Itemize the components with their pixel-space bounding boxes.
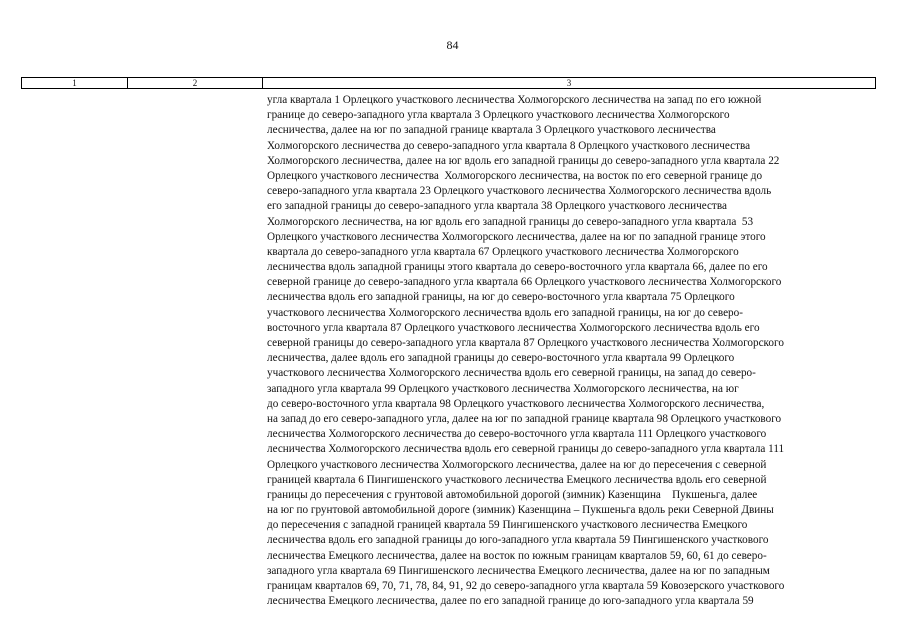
text-line: лесничества Емецкого лесничества, далее по его западной границе до юго-западного угла квартала 59 bbox=[267, 595, 754, 608]
text-line: Орлецкого участкового лесничества Холмогорского лесничества, далее на юг до пересечения с северной bbox=[267, 458, 767, 471]
column-number-2: 2 bbox=[128, 78, 263, 88]
text-line: на юг по грунтовой автомобильной дороге (зимник) Казенщина – Пукшеньга вдоль реки Северной Двины bbox=[267, 504, 774, 517]
text-line: восточного угла квартала 87 Орлецкого участкового лесничества Холмогорского лесничества вдоль его bbox=[267, 321, 760, 334]
text-line: западного угла квартала 99 Орлецкого участкового лесничества Холмогорского лесничества, на юг bbox=[267, 382, 739, 395]
text-line: до северо-восточного угла квартала 98 Орлецкого участкового лесничества Холмогорского лесничества, bbox=[267, 397, 765, 410]
text-line: до пересечения с западной границей квартала 59 Пингишенского участкового лесничества Емецкого bbox=[267, 519, 748, 532]
text-line: Холмогорского лесничества до северо-западного угла квартала 8 Орлецкого участкового лесничества bbox=[267, 139, 751, 152]
text-line: Орлецкого участкового лесничества Холмогорского лесничества, далее на юг по западной границе этого bbox=[267, 230, 766, 243]
text-line: его западной границы до северо-западного угла квартала 38 Орлецкого участкового лесничества bbox=[267, 200, 727, 213]
text-line: лесничества Холмогорского лесничества вдоль его северной границы до северо-западного угла квартала 111 bbox=[267, 443, 785, 456]
text-line: Орлецкого участкового лесничества Холмогорского лесничества, на восток по его северной границе до bbox=[267, 169, 763, 182]
text-line: северо-западного угла квартала 23 Орлецкого участкового лесничества Холмогорского лесничества вдоль bbox=[267, 185, 772, 198]
text-line: лесничества вдоль западной границы этого квартала до северо-восточного угла квартала 66, далее по его bbox=[267, 261, 768, 274]
text-line: Холмогорского лесничества, на юг вдоль его западной границы до северо-западного угла квартала 53 bbox=[267, 215, 754, 228]
text-line: границам кварталов 69, 70, 71, 78, 84, 91, 92 до северо-западного угла квартала 59 Ковозерского участкового bbox=[267, 580, 785, 592]
text-line: угла квартала 1 Орлецкого участкового лесничества Холмогорского лесничества на запад по его южной bbox=[267, 94, 762, 106]
text-line: Холмогорского лесничества, далее на юг вдоль его западной границы до северо-западного угла квартала 22 bbox=[267, 154, 780, 167]
text-line: границы до пересечения с грунтовой автомобильной дорогой (зимник) Казенщина Пукшеньга, далее bbox=[267, 488, 758, 501]
text-line: северной границы до северо-западного угла квартала 87 Орлецкого участкового лесничества Холмогорского bbox=[267, 337, 784, 349]
text-line: лесничества вдоль его западной границы, на юг до северо-восточного угла квартала 75 Орлецкого bbox=[267, 291, 735, 304]
text-line: лесничества, далее вдоль его западной границы до северо-восточного угла квартала 99 Орлецкого bbox=[267, 352, 735, 365]
text-line: западного угла квартала 69 Пингишенского лесничества Емецкого лесничества, далее на юг по западным bbox=[267, 564, 770, 577]
text-line: квартала до северо-западного угла квартала 67 Орлецкого участкового лесничества Холмогорского bbox=[267, 245, 739, 258]
boundary-description-text bbox=[267, 93, 867, 609]
page-number: 84 bbox=[446, 38, 459, 52]
text-line: участкового лесничества Холмогорского лесничества вдоль его северной границы, на запад до северо- bbox=[267, 367, 756, 380]
text-line: лесничества Холмогорского лесничества до северо-восточного угла квартала 111 Орлецкого участкового bbox=[267, 428, 767, 441]
table-column-header bbox=[21, 77, 876, 89]
column-number-1: 1 bbox=[22, 78, 128, 88]
text-line: участкового лесничества Холмогорского лесничества вдоль его западной границы, на юг до северо- bbox=[267, 306, 743, 319]
column-number-3: 3 bbox=[566, 78, 572, 88]
text-line: лесничества, далее на юг по западной границе квартала 3 Орлецкого участкового лесничества bbox=[267, 124, 716, 137]
text-line: лесничества вдоль его западной границы до юго-западного угла квартала 59 Пингишенского участкового bbox=[267, 534, 769, 547]
text-line: границей квартала 6 Пингишенского участкового лесничества Емецкого лесничества вдоль его северной bbox=[267, 473, 767, 486]
text-line: на запад до его северо-западного угла, далее на юг по западной границе квартала 98 Орлецкого участкового bbox=[267, 412, 782, 425]
text-line: северной границе до северо-западного угла квартала 66 Орлецкого участкового лесничества Холмогорского bbox=[267, 276, 782, 289]
text-line: границе до северо-западного угла квартала 3 Орлецкого участкового лесничества Холмогорского bbox=[267, 109, 730, 122]
text-line: лесничества Емецкого лесничества, далее на восток по южным границам кварталов 59, 60, 61 до северо- bbox=[267, 549, 767, 562]
